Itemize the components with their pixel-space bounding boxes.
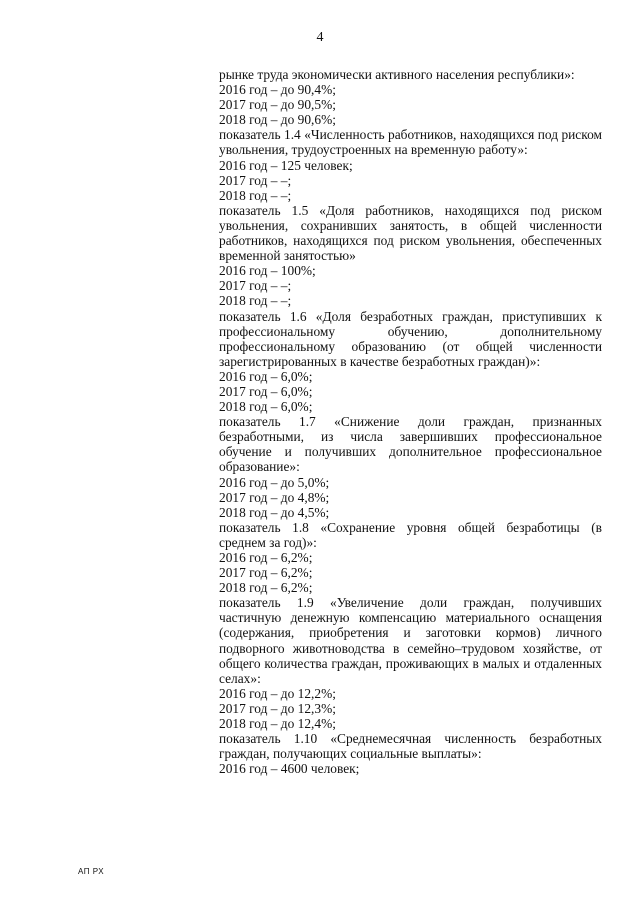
indicator-block-1-6 <box>219 309 602 415</box>
indicator-block-1-4 <box>219 127 602 202</box>
indicator-text: показатель 1.5 «Доля работников, находящихся под риском увольнения, сохранивших занятость, в общей численности работников, находящихся под риском увольнения, обеспеченных временной занятостью» <box>219 202 602 264</box>
indicator-block-1-8 <box>219 520 602 595</box>
year-line: 2017 год – –; <box>219 278 292 294</box>
year-line: 2017 год – 6,2%; <box>219 565 313 581</box>
year-line: 2018 год – 6,2%; <box>219 580 313 596</box>
year-line: 2017 год – –; <box>219 172 292 188</box>
footer-stamp: АП РХ <box>78 867 105 876</box>
indicator-block-1-7 <box>219 414 602 520</box>
indicator-block-1-9 <box>219 595 602 731</box>
year-line: 2018 год – до 90,6%; <box>219 112 336 128</box>
indicator-text: показатель 1.7 «Снижение доли граждан, признанных безработными, из числа завершивших профессиональное обучение и получивших дополнительное профессиональное образование»: <box>219 414 602 475</box>
year-line: 2018 год – до 4,5%; <box>219 504 330 520</box>
indicator-text: показатель 1.4 «Численность работников, находящихся под риском увольнения, трудоустроенных на временную работу»: <box>219 127 602 158</box>
indicator-text: показатель 1.10 «Среднемесячная численность безработных граждан, получающих социальные выплаты»: <box>219 731 602 762</box>
document-body <box>219 67 602 776</box>
year-line: 2016 год – 6,0%; <box>219 368 313 384</box>
year-line: 2018 год – –; <box>219 187 292 203</box>
year-line: 2016 год – 125 человек; <box>219 157 353 173</box>
indicator-block-1-3 <box>219 82 602 127</box>
year-line: 2017 год – до 12,3%; <box>219 700 336 716</box>
year-line: 2018 год – 6,0%; <box>219 399 313 415</box>
year-line: 2017 год – до 90,5%; <box>219 97 336 113</box>
year-line: 2016 год – до 12,2%; <box>219 685 336 701</box>
indicator-text: показатель 1.8 «Сохранение уровня общей безработицы (в среднем за год)»: <box>219 519 602 550</box>
year-line: 2018 год – –; <box>219 293 292 309</box>
year-line: 2017 год – 6,0%; <box>219 383 313 399</box>
indicator-block-1-5 <box>219 203 602 309</box>
indicator-text: показатель 1.9 «Увеличение доли граждан, получивших частичную денежную компенсацию материального оснащения (содержания, приобретения и заготовки кормов) личного подворного животноводства в семейно–трудовом хозяйстве, от общего количества граждан, проживающих в малых и отдаленных селах»: <box>219 595 602 686</box>
year-line: 2016 год – до 5,0%; <box>219 474 330 490</box>
intro-text: рынке труда экономически активного населения республики»: <box>219 67 575 82</box>
year-line: 2016 год – 4600 человек; <box>219 761 360 777</box>
year-line: 2016 год – до 90,4%; <box>219 82 336 98</box>
year-line: 2017 год – до 4,8%; <box>219 489 330 505</box>
year-line: 2016 год – 100%; <box>219 263 316 279</box>
indicator-block-1-10 <box>219 731 602 776</box>
page-number: 4 <box>316 30 324 45</box>
indicator-text: показатель 1.6 «Доля безработных граждан, приступивших к профессиональному обучению, дополнительному профессиональному образованию (от общей численности зарегистрированных в качестве безработных граждан)»: <box>219 308 602 369</box>
year-line: 2018 год – до 12,4%; <box>219 716 336 732</box>
year-line: 2016 год – 6,2%; <box>219 550 313 565</box>
